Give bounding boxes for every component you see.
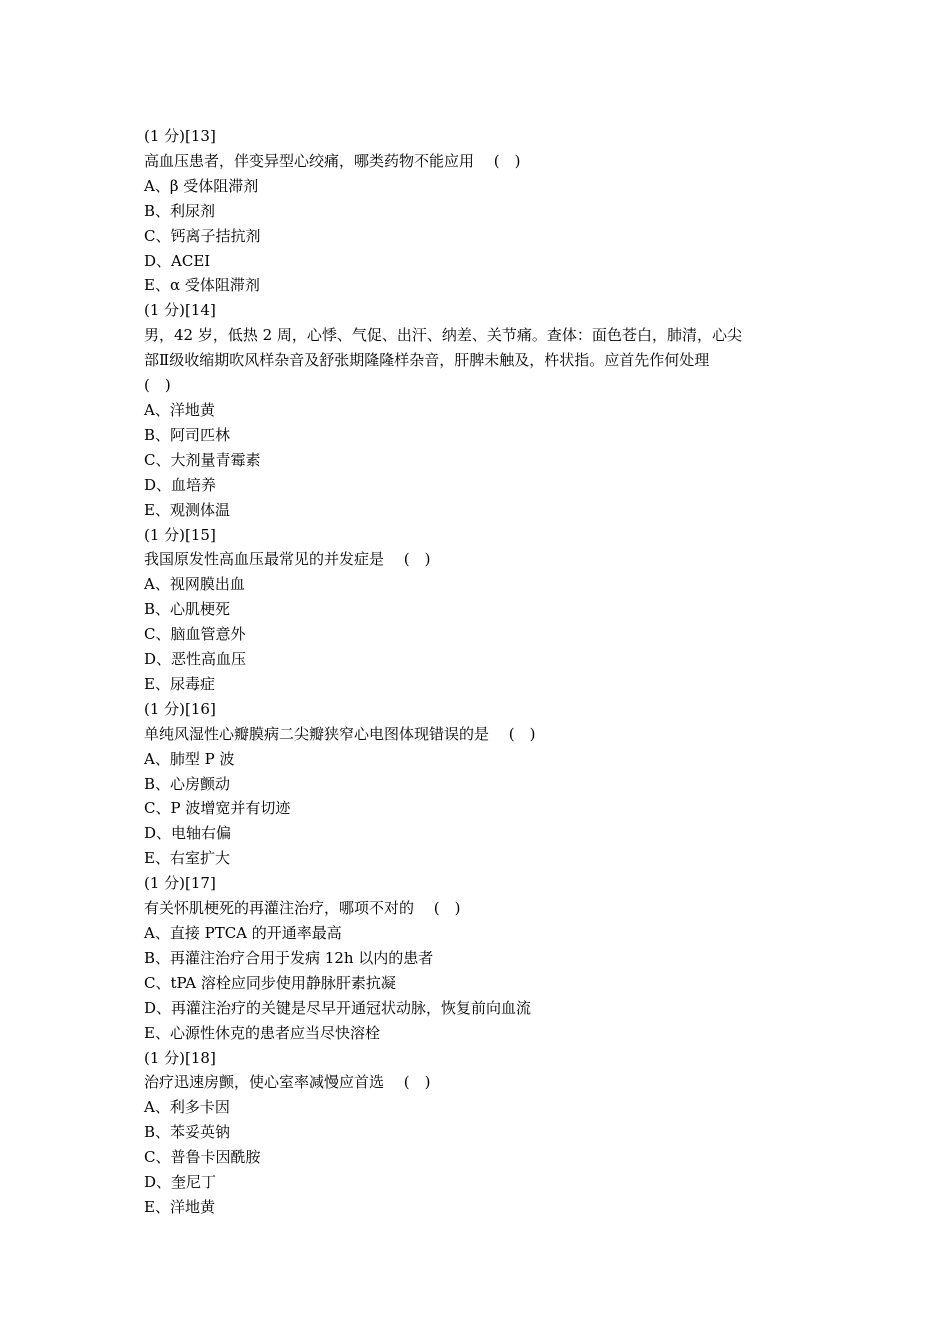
option-e: E、洋地黄 [144, 1197, 215, 1216]
question-16 [144, 697, 824, 871]
option-b: B、利尿剂 [144, 201, 216, 220]
question-score: (1 分)[14] [144, 301, 216, 320]
question-score: (1 分)[16] [144, 699, 216, 718]
document-page [144, 124, 824, 1220]
question-stem: ( ) [144, 376, 171, 395]
question-stem: 高血压患者，伴变异型心绞痛，哪类药物不能应用 ( ) [144, 151, 521, 170]
option-e: E、观测体温 [144, 500, 230, 519]
option-b: B、苯妥英钠 [144, 1123, 231, 1142]
option-d: D、电轴右偏 [144, 824, 232, 843]
question-stem: 治疗迅速房颤，使心室率减慢应首选 ( ) [144, 1073, 431, 1092]
option-b: B、心房颤动 [144, 774, 231, 793]
option-d: D、ACEI [144, 251, 211, 270]
question-score: (1 分)[17] [144, 874, 216, 893]
question-stem: 单纯风湿性心瓣膜病二尖瓣狭窄心电图体现错误的是 ( ) [144, 724, 536, 743]
option-c: C、大剂量青霉素 [144, 450, 261, 469]
option-b: B、阿司匹林 [144, 425, 231, 444]
question-score: (1 分)[15] [144, 525, 216, 544]
option-d: D、血培养 [144, 475, 217, 494]
option-d: D、再灌注治疗的关键是尽早开通冠状动脉，恢复前向血流 [144, 998, 532, 1017]
question-stem: 有关怀肌梗死的再灌注治疗，哪项不对的 ( ) [144, 899, 461, 918]
question-score: (1 分)[13] [144, 127, 216, 145]
question-stem: 我国原发性高血压最常见的并发症是 ( ) [144, 550, 431, 569]
option-e: E、心源性休克的患者应当尽快溶栓 [144, 1023, 380, 1042]
option-a: A、利多卡因 [144, 1098, 230, 1117]
question-17 [144, 871, 824, 1045]
option-b: B、再灌注治疗合用于发病 12h 以内的患者 [144, 948, 434, 967]
question-18 [144, 1046, 824, 1220]
question-stem: 部Ⅱ级收缩期吹风样杂音及舒张期隆隆样杂音，肝脾未触及，杵状指。应首先作何处理 [144, 351, 710, 370]
option-e: E、尿毒症 [144, 674, 215, 693]
option-a: A、直接 PTCA 的开通率最高 [144, 924, 342, 942]
option-c: C、钙离子拮抗剂 [144, 226, 261, 245]
question-13 [144, 124, 824, 298]
option-a: A、β 受体阻滞剂 [144, 176, 259, 195]
question-14 [144, 298, 824, 522]
option-b: B、心肌梗死 [144, 600, 231, 619]
option-d: D、恶性高血压 [144, 650, 247, 669]
option-c: C、tPA 溶栓应同步使用静脉肝素抗凝 [144, 973, 396, 992]
option-e: E、α 受体阻滞剂 [144, 276, 260, 295]
option-c: C、普鲁卡因酰胺 [144, 1148, 261, 1167]
option-c: C、P 波增宽并有切迹 [144, 799, 291, 818]
option-a: A、洋地黄 [144, 400, 215, 419]
question-stem: 男，42 岁，低热 2 周，心悸、气促、出汗、纳差、关节痛。查体：面色苍白，肺清，心尖 [144, 326, 742, 345]
question-15 [144, 523, 824, 697]
option-a: A、视网膜出血 [144, 575, 245, 594]
option-c: C、脑血管意外 [144, 625, 246, 644]
question-score: (1 分)[18] [144, 1048, 216, 1067]
option-a: A、肺型 P 波 [144, 749, 235, 768]
option-d: D、奎尼丁 [144, 1173, 217, 1192]
option-e: E、右室扩大 [144, 849, 230, 868]
